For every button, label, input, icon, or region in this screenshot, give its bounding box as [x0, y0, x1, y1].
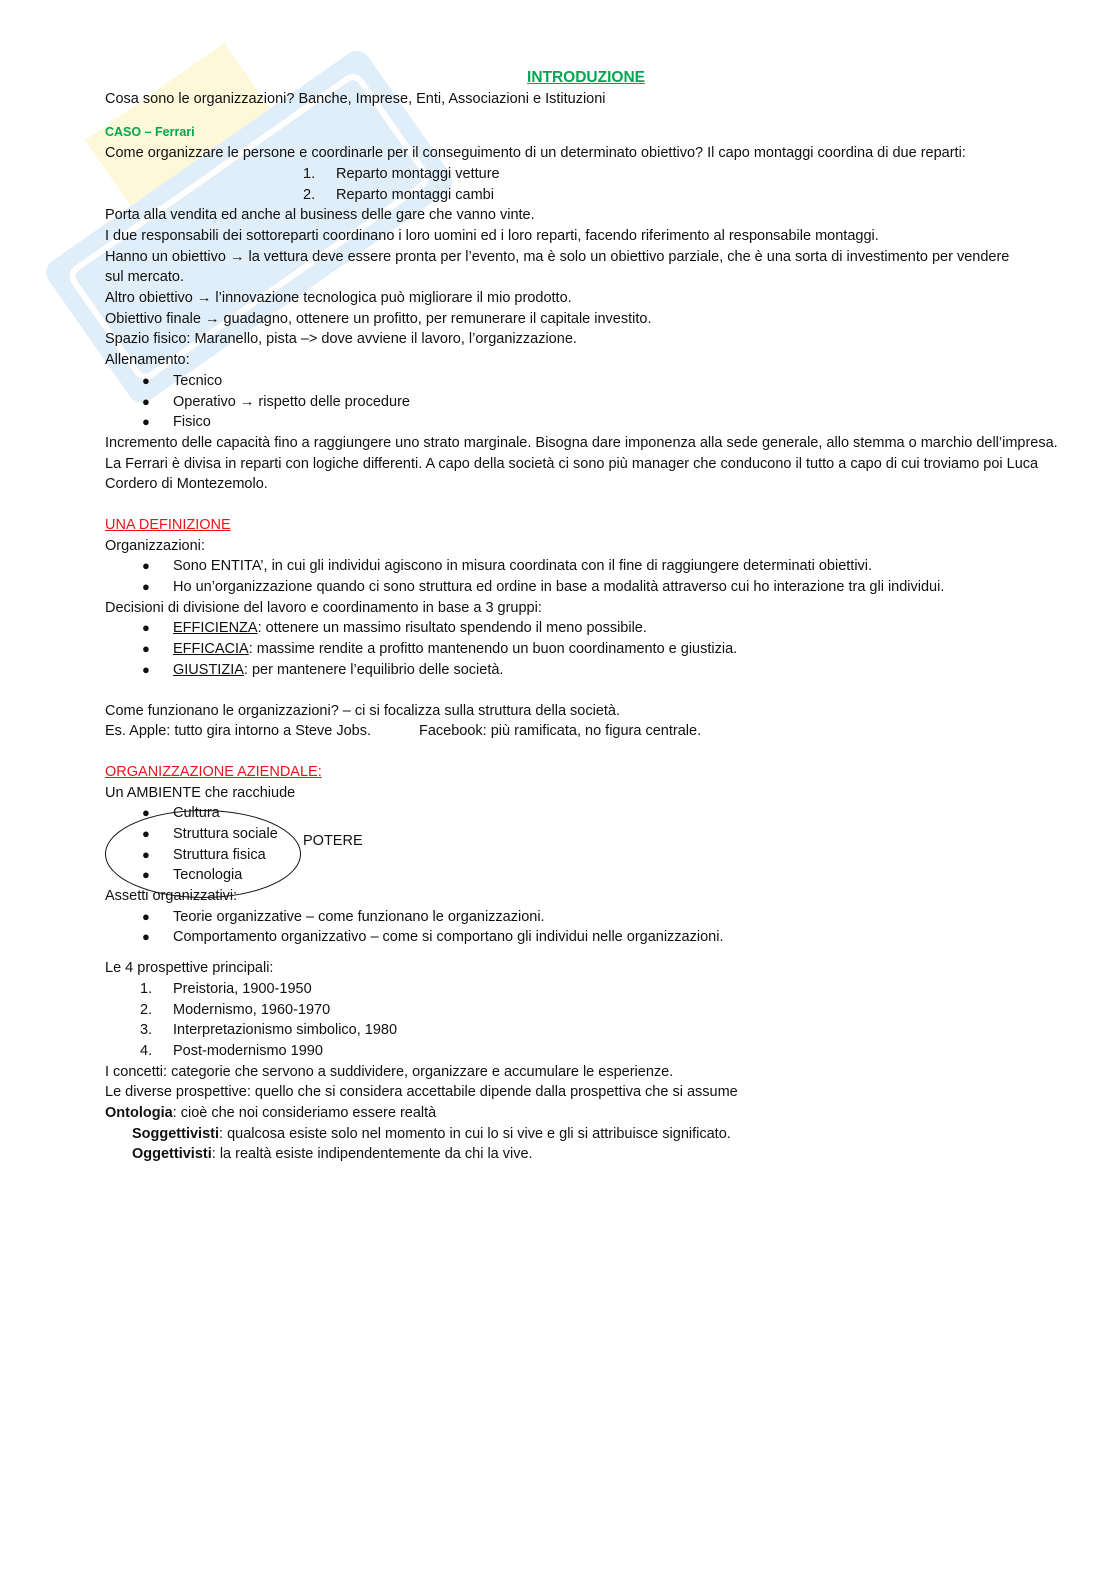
- list-item: ● Ho un’organizzazione quando ci sono struttura ed ordine in base a modalità attraverso cui ho interazione tra gli individui.: [105, 577, 1067, 598]
- case-line: Porta alla vendita ed anche al business delle gare che vanno vinte.: [105, 207, 535, 224]
- diverse-line: Le diverse prospettive: quello che si considera accettabile dipende dalla prospettiva che si assume: [105, 1084, 738, 1101]
- bullet-icon: ●: [142, 641, 150, 657]
- case-line: Obiettivo finale → guadagno, ottenere un profitto, per remunerare il capitale investito.: [105, 310, 652, 327]
- list-item: ● Teorie organizzative – come funzionano le organizzazioni.: [105, 907, 1067, 928]
- bullet-icon: ●: [142, 558, 150, 574]
- document-page: [105, 68, 1067, 1165]
- ontologia-line: Ontologia: cioè che noi consideriamo essere realtà: [105, 1105, 437, 1122]
- bullet-icon: ●: [142, 372, 150, 388]
- bullet-icon: ●: [142, 393, 150, 409]
- list-item: ● Comportamento organizzativo – come si comportano gli individui nelle organizzazioni.: [105, 927, 1067, 948]
- assetti-list: [105, 907, 1067, 948]
- organizzazione-heading: ORGANIZZAZIONE AZIENDALE:: [105, 763, 322, 780]
- potere-label: POTERE: [303, 833, 363, 849]
- list-item: ● Struttura fisica: [105, 845, 1067, 866]
- bullet-icon: ●: [142, 908, 150, 924]
- list-item: ● GIUSTIZIA: per mantenere l’equilibrio delle società.: [105, 660, 1067, 681]
- definition-heading: UNA DEFINIZIONE: [105, 516, 231, 533]
- assetti-label: Assetti organizzativi:: [105, 888, 238, 905]
- bullet-icon: ●: [142, 929, 150, 945]
- ambiente-line: Un AMBIENTE che racchiude: [105, 784, 296, 801]
- case-line: Altro obiettivo → l’innovazione tecnologica può migliorare il mio prodotto.: [105, 290, 572, 306]
- definition-label: Organizzazioni:: [105, 537, 205, 554]
- ellipse-annotation: [105, 810, 301, 898]
- bullet-icon: ●: [142, 805, 150, 821]
- bullet-icon: ●: [142, 867, 150, 883]
- list-item: ● EFFICACIA: massime rendite a profitto mantenendo un buon coordinamento e giustizia.: [105, 639, 1067, 660]
- prospettive-list: [105, 979, 1067, 1062]
- bullet-icon: ●: [142, 579, 150, 595]
- list-item: ● Sono ENTITA’, in cui gli individui agiscono in misura coordinata con il fine di raggiungere determinati obiettivi.: [105, 556, 1067, 577]
- list-item: ● Tecnico: [105, 371, 1067, 392]
- list-item: 2. Reparto montaggi cambi: [303, 186, 494, 203]
- list-item: 1. Preistoria, 1900-1950: [140, 980, 312, 997]
- prospettive-label: Le 4 prospettive principali:: [105, 960, 274, 977]
- list-item: ● Struttura sociale: [105, 824, 1067, 845]
- reparti-list: [303, 164, 1067, 205]
- bullet-icon: ●: [142, 826, 150, 842]
- definition-list: [105, 556, 1067, 597]
- soggettivisti-line: Soggettivisti: qualcosa esiste solo nel momento in cui lo si vive e gli si attribuisce significato.: [132, 1125, 731, 1142]
- case-question: Come organizzare le persone e coordinarle per il conseguimento di un determinato obiettivo? Il capo montaggi coordina di due reparti:: [105, 145, 966, 162]
- intro-line: Cosa sono le organizzazioni? Banche, Imprese, Enti, Associazioni e Istituzioni: [105, 90, 606, 107]
- list-item: 1. Reparto montaggi vetture: [303, 165, 500, 182]
- allenamento-list: [105, 371, 1067, 433]
- decisioni-line: Decisioni di divisione del lavoro e coordinamento in base a 3 gruppi:: [105, 599, 542, 616]
- case-line: Allenamento:: [105, 352, 190, 369]
- funzionano-line: Come funzionano le organizzazioni? – ci si focalizza sulla struttura della società.: [105, 702, 621, 719]
- case-heading: CASO – Ferrari: [105, 125, 195, 140]
- list-item: ● Fisico: [105, 412, 1067, 433]
- bullet-icon: ●: [142, 620, 150, 636]
- list-item: ● Operativo → rispetto delle procedure: [105, 392, 1067, 413]
- list-item: ● Cultura: [105, 803, 1067, 824]
- concetti-line: I concetti: categorie che servono a suddividere, organizzare e accumulare le esperienze.: [105, 1063, 674, 1080]
- list-item: 4. Post-modernismo 1990: [140, 1042, 323, 1059]
- case-closing: Incremento delle capacità fino a raggiungere uno strato marginale. Bisogna dare imponenza alla sede generale, allo stemma o marchio dell’impresa. La Ferrari è divisa in reparti con logiche differenti. A capo della società ci sono più manager che conducono il tutto a capo di cui troviamo poi Luca Cordero di Montezemolo.: [105, 434, 1058, 493]
- case-line: I due responsabili dei sottoreparti coordinano i loro uomini ed i loro reparti, facendo riferimento al responsabile montaggi.: [105, 227, 879, 244]
- list-item: ● EFFICIENZA: ottenere un massimo risultato spendendo il meno possibile.: [105, 618, 1067, 639]
- page-title: INTRODUZIONE: [527, 69, 645, 86]
- list-item: ● Tecnologia: [105, 865, 1067, 886]
- bullet-icon: ●: [142, 846, 150, 862]
- bullet-icon: ●: [142, 414, 150, 430]
- list-item: 3. Interpretazionismo simbolico, 1980: [140, 1022, 398, 1039]
- esempi-line: Es. Apple: tutto gira intorno a Steve Jobs. Facebook: più ramificata, no figura centrale.: [105, 723, 702, 740]
- case-line: Spazio fisico: Maranello, pista –> dove avviene il lavoro, l’organizzazione.: [105, 331, 577, 348]
- gruppi-list: [105, 618, 1067, 680]
- case-line: Hanno un obiettivo → la vettura deve essere pronta per l’evento, ma è solo un obiettivo parziale, che è una sorta di investimento per vendere sul mercato.: [105, 248, 1010, 286]
- bullet-icon: ●: [142, 661, 150, 677]
- oggettivisti-line: Oggettivisti: la realtà esiste indipendentemente da chi la vive.: [132, 1146, 533, 1163]
- list-item: 2. Modernismo, 1960-1970: [140, 1001, 331, 1018]
